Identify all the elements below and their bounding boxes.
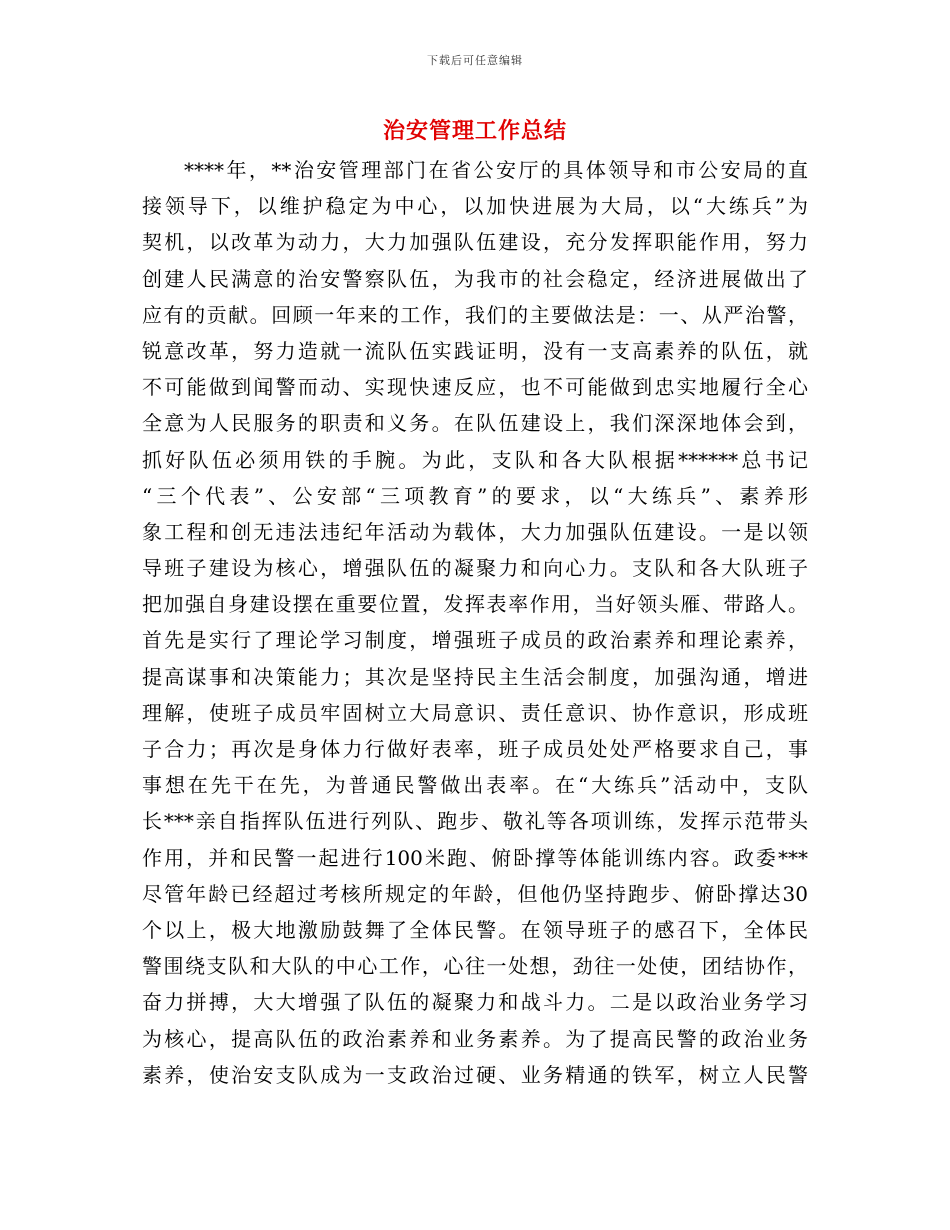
paragraph-line: 导班子建设为核心，增强队伍的凝聚力和向心力。支队和各大队班子 [142,556,808,581]
paragraph-line: 尽管年龄已经超过考核所规定的年龄，但他仍坚持跑步、俯卧撑达30 [142,881,808,906]
document-body [142,152,808,1093]
paragraph-line: 理解，使班子成员牢固树立大局意识、责任意识、协作意识，形成班 [142,700,808,725]
paragraph-line: 素养，使治安支队成为一支政治过硬、业务精通的铁军，树立人民警 [142,1062,808,1087]
paragraph-line: 奋力拼搏，大大增强了队伍的凝聚力和战斗力。二是以政治业务学习 [142,990,808,1015]
paragraph-line: 作用，并和民警一起进行100米跑、俯卧撑等体能训练内容。政委*** [142,845,808,870]
paragraph-line: “三个代表”、公安部“三项教育”的要求，以“大练兵”、素养形 [142,483,808,508]
paragraph-line: ****年，**治安管理部门在省公安厅的具体领导和市公安局的直 [184,158,808,182]
document-title: 治安管理工作总结 [382,119,567,144]
paragraph-line: 象工程和创无违法违纪年活动为载体，大力加强队伍建设。一是以领 [142,519,808,544]
paragraph-line: 个以上，极大地激励鼓舞了全体民警。在领导班子的感召下，全体民 [142,917,808,942]
paragraph-line: 全意为人民服务的职责和义务。在队伍建设上，我们深深地体会到， [142,411,808,436]
paragraph-line: 长***亲自指挥队伍进行列队、跑步、敬礼等各项训练，发挥示范带头 [142,809,808,834]
paragraph-line: 接领导下，以维护稳定为中心，以加快进展为大局，以“大练兵”为 [142,194,808,219]
page-header-note: 下载后可任意编辑 [427,54,523,67]
paragraph-line: 锐意改革，努力造就一流队伍实践证明，没有一支高素养的队伍，就 [142,338,808,363]
paragraph-line: 应有的贡献。回顾一年来的工作，我们的主要做法是：一、从严治警， [142,302,808,327]
paragraph-line: 子合力；再次是身体力行做好表率，班子成员处处严格要求自己，事 [142,737,808,761]
paragraph-line: 把加强自身建设摆在重要位置，发挥表率作用，当好领头雁、带路人。 [142,592,808,617]
paragraph-line: 契机，以改革为动力，大力加强队伍建设，充分发挥职能作用，努力 [142,230,808,255]
paragraph-line: 事想在先干在先，为普通民警做出表率。在“大练兵”活动中，支队 [142,773,808,798]
paragraph-line: 提高谋事和决策能力；其次是坚持民主生活会制度，加强沟通，增进 [142,664,808,689]
paragraph-line: 首先是实行了理论学习制度，增强班子成员的政治素养和理论素养， [142,628,808,653]
paragraph-line: 抓好队伍必须用铁的手腕。为此，支队和各大队根据******总书记 [142,447,808,472]
paragraph-line: 为核心，提高队伍的政治素养和业务素养。为了提高民警的政治业务 [142,1026,808,1051]
paragraph-line: 警围绕支队和大队的中心工作，心往一处想，劲往一处使，团结协作， [142,954,808,979]
paragraph-line: 不可能做到闻警而动、实现快速反应，也不可能做到忠实地履行全心 [142,375,808,400]
paragraph-line: 创建人民满意的治安警察队伍，为我市的社会稳定，经济进展做出了 [142,266,808,291]
